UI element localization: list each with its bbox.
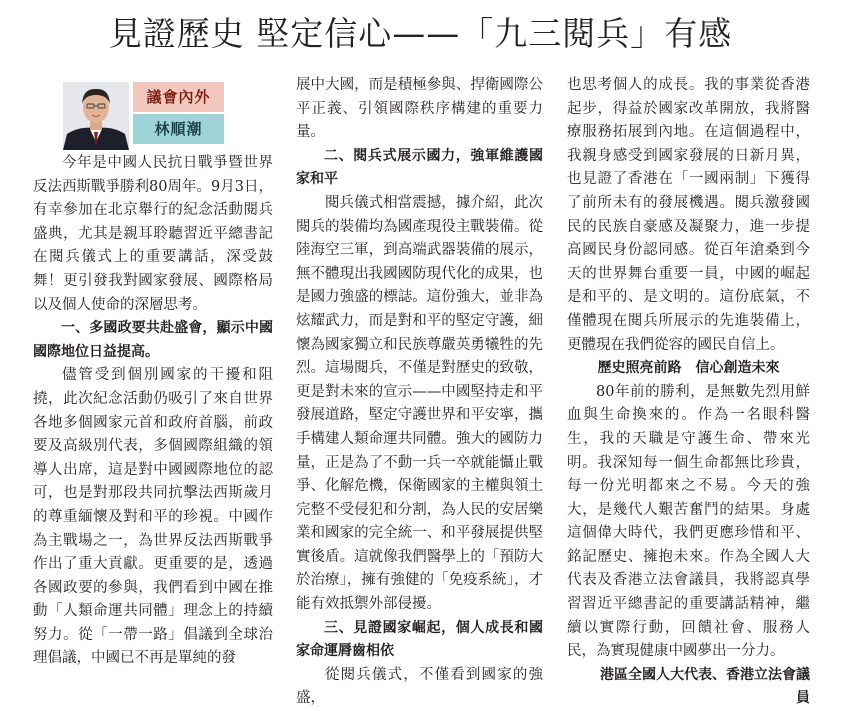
subheading: 三、見證國家崛起，個人成長和國家命運脣齒相依: [296, 619, 543, 660]
paragraph: 閱兵儀式相當震撼，據介紹，此次閱兵的裝備均為國產現役主戰裝備。從陸海空三軍，到高端武器裝備的展示，無不體現出我國國防現代化的成果，也是國力強盛的標誌。這份強大，並非為炫耀武力，而是對和平的堅定守護，細懷為國家獨立和民族尊嚴英勇犧牲的先烈。這場閱兵，不僅是對歷史的致敬，更是對未來的宣示——中國堅持走和平發展道路，堅定守護世界和平安寧，攜手構建人類命運共同體。強大的國防力量，正是為了不動一兵一卒就能懾止戰爭、化解危機，保衛國家的主權與領土完整不受侵犯和分割，為人民的安居樂業和國家的完全統一、和平發展提供堅實後盾。這就像我們醫學上的「預防大於治療」，擁有強健的「免疫系統」，才能有效抵禦外部侵擾。: [296, 194, 543, 613]
paragraph: 展中大國，而是積極參與、捍衛國際公平正義、引領國際秩序構建的重要力量。: [296, 77, 543, 141]
column-label: 議會內外: [133, 82, 224, 112]
author-name: 林順潮: [133, 114, 224, 144]
paragraph: 今年是中國人民抗日戰爭暨世界反法西斯戰爭勝利80周年。9月3日，有幸參加在北京舉行的紀念活動閱兵盛典，尤其是親耳聆聽習近平總書記在閱兵儀式上的重要講話，深受鼓舞！更引發我對國家發展、國際格局以及個人使命的深層思考。: [33, 155, 273, 313]
byline: [33, 74, 273, 152]
paragraph: 儘管受到個別國家的干擾和阻撓，此次紀念活動仍吸引了來自世界各地多個國家元首和政府首腦，前政要及高級別代表，多個國際組織的領導人出席，這是對中國國際地位的認可，也是對那段共同抗擊法西斯歲月的尊重緬懷及對和平的珍視。中國作為主戰場之一，為世界反法西斯戰爭作出了重大貢獻。更重要的是，透過各國政要的參與，我們看到中國在推動「人類命運共同體」理念上的持續努力。從「一帶一路」倡議到全球治理倡議，中國已不再是單純的發: [33, 367, 273, 667]
subheading: 歷史照亮前路 信心創造未來: [597, 360, 780, 377]
paragraph: 從閱兵儀式，不僅看到國家的強盛，: [296, 666, 543, 707]
column-1: [33, 74, 273, 671]
paragraph: 80年前的勝利，是無數先烈用鮮血與生命換來的。作為一名眼科醫生，我的天職是守護生命、帶來光明。我深知每一個生命都無比珍貴，每一份光明都來之不易。今天的強大，是幾代人艱苦奮鬥的結果。身處這個偉大時代，我們更應珍惜和平、銘記歷史、擁抱未來。作為全國人大代表及香港立法會議員，我將認真學習習近平總書記的重要講話精神，繼續以實際行動，回饋社會、服務人民，為實現健康中國夢出一分力。: [567, 383, 810, 660]
column-3: [567, 74, 810, 711]
author-title: 港區全國人大代表、香港立法會議員: [600, 666, 810, 707]
author-portrait: [63, 82, 129, 150]
headline: 見證歷史 堅定信心——「九三閱兵」有感: [108, 14, 733, 53]
column-2: [296, 74, 543, 711]
subheading: 二、閱兵式展示國力，強軍維護國家和平: [296, 147, 543, 188]
subheading: 一、多國政要共赴盛會，顯示中國國際地位日益提高。: [33, 320, 273, 360]
paragraph: 也思考個人的成長。我的事業從香港起步，得益於國家改革開放，我將醫療服務拓展到內地。在這個過程中，我親身感受到國家發展的日新月異，也見證了香港在「一國兩制」下獲得了前所未有的發展機遇。閱兵激發國民的民族自豪感及凝聚力，進一步提高國民身份認同感。從百年滄桑到今天的世界舞台重要一員，中國的崛起是和平的、是文明的。這份底氣，不僅體現在閱兵所展示的先進裝備上，更體現在我們從容的國民自信上。: [567, 77, 810, 353]
